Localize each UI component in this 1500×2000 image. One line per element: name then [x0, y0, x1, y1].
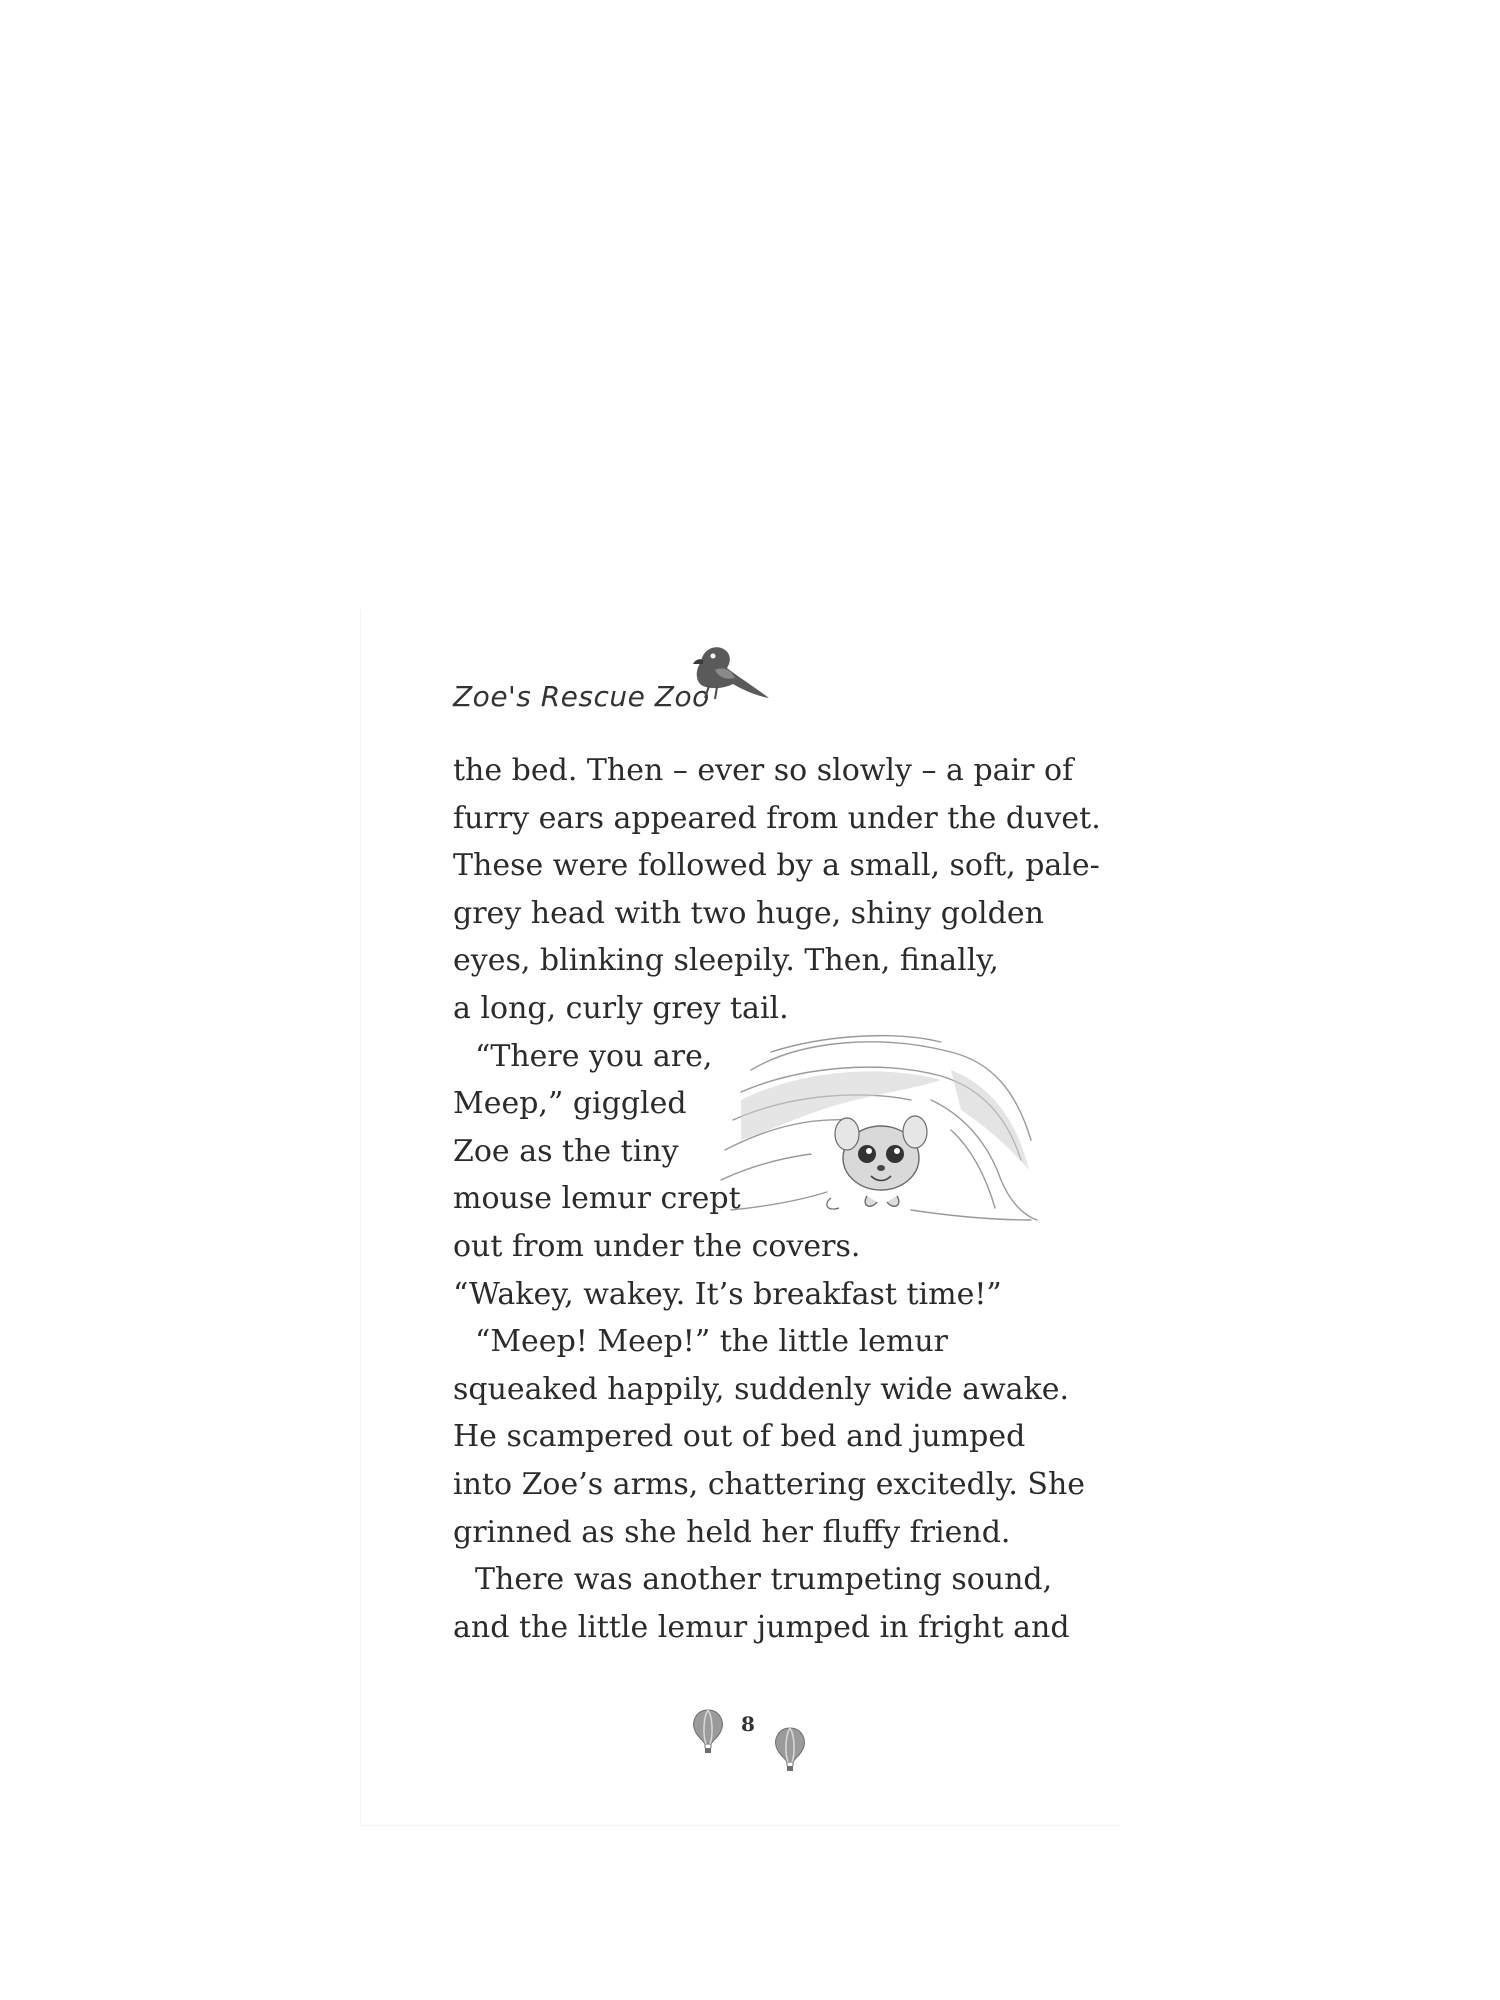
text-line: grinned as she held her fluffy friend.	[453, 1514, 1011, 1550]
text-line: These were followed by a small, soft, pale-	[453, 848, 1100, 884]
book-page	[360, 610, 1121, 1826]
text-line: Zoe as the tiny	[453, 1133, 679, 1169]
text-line: grey head with two huge, shiny golden	[453, 895, 1044, 931]
text-line: and the little lemur jumped in fright and	[453, 1609, 1070, 1645]
text-line: Meep,” giggled	[453, 1086, 687, 1122]
mouse-lemur-illustration	[711, 1030, 1041, 1240]
text-line: mouse lemur crept	[453, 1181, 741, 1217]
text-line: There was another trumpeting sound,	[475, 1562, 1053, 1598]
page-number: 8	[741, 1712, 755, 1736]
hot-air-balloon-icon	[691, 1708, 725, 1756]
text-line: eyes, blinking sleepily. Then, finally,	[453, 943, 999, 979]
text-line: He scampered out of bed and jumped	[453, 1419, 1026, 1455]
text-line: squeaked happily, suddenly wide awake.	[453, 1371, 1070, 1407]
text-line: a long, curly grey tail.	[453, 990, 789, 1026]
text-line: out from under the covers.	[453, 1228, 861, 1264]
page-folio	[691, 1700, 821, 1770]
text-line: “Meep! Meep!” the little lemur	[475, 1324, 949, 1360]
text-line: the bed. Then – ever so slowly – a pair of	[453, 753, 1074, 788]
hot-air-balloon-icon	[773, 1726, 807, 1774]
parrot-icon	[673, 636, 773, 706]
text-line: into Zoe’s arms, chattering excitedly. She	[453, 1466, 1086, 1502]
text-line: “Wakey, wakey. It’s breakfast time!”	[453, 1276, 1002, 1312]
lemur-face	[827, 1116, 927, 1209]
text-line: “There you are,	[475, 1038, 713, 1074]
running-header	[453, 630, 853, 730]
text-line: furry ears appeared from under the duvet.	[453, 800, 1101, 836]
series-title: Zoe's Rescue Zoo	[453, 680, 710, 713]
